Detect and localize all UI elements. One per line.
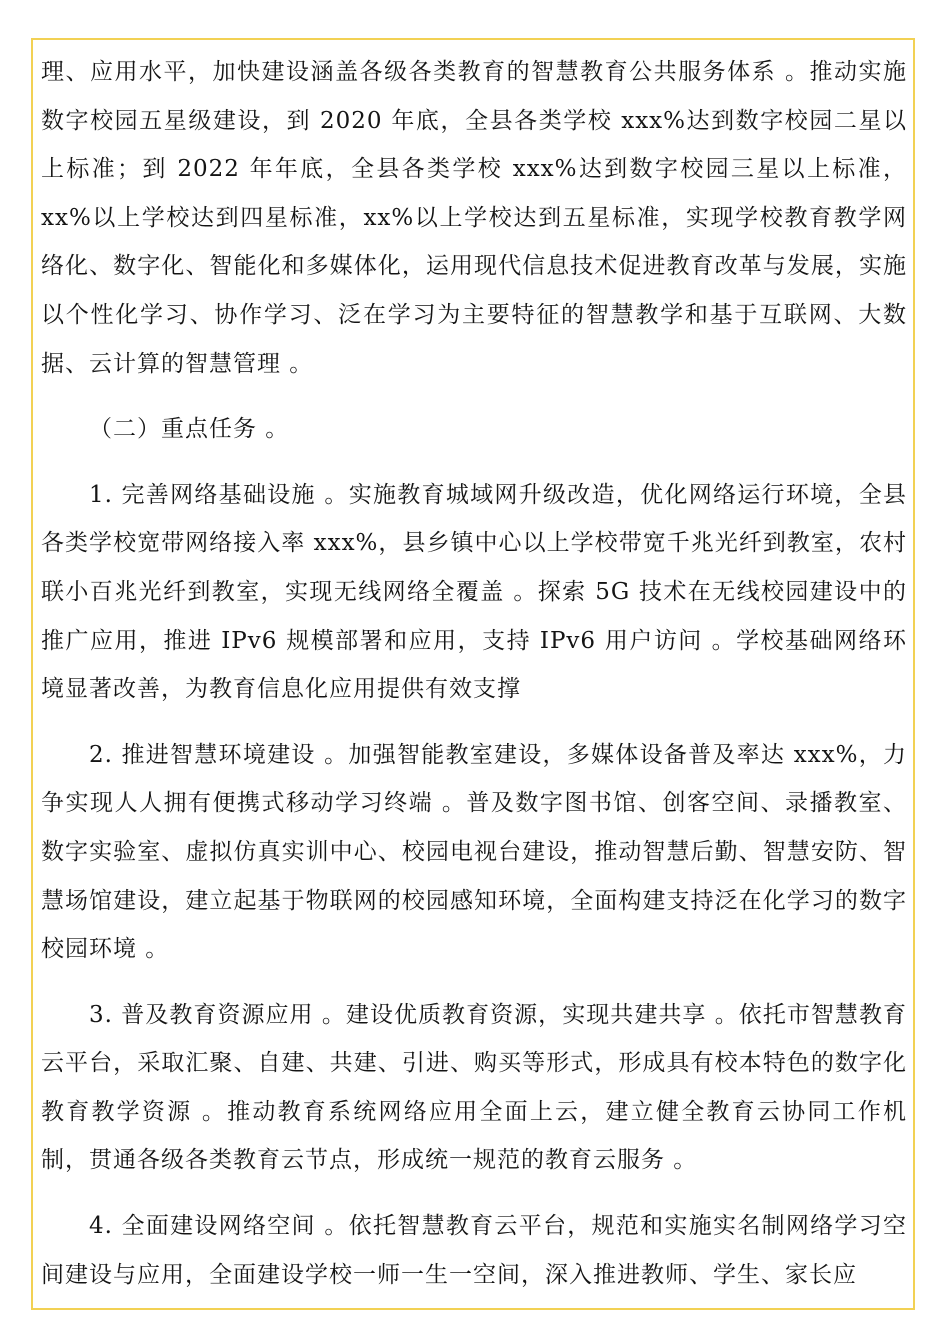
paragraph-continuation: 理、应用水平，加快建设涵盖各级各类教育的智慧教育公共服务体系 。推动实施数字校园五星级建设，到 2020 年底，全县各类学校 xxx%达到数字校园二星以上标准；到 2022 年年底，全县各类学校 xxx%达到数字校园三星以上标准，xx%以上学校达到四星标准，xx%以上学校达到五星标准，实现学校教育教学网络化、数字化、智能化和多媒体化，运用现代信息技术促进教育改革与发展，实施以个性化学习、协作学习、泛在学习为主要特征的智慧教学和基于互联网、大数据、云计算的智慧管理 。 <box>41 59 907 377</box>
document-body <box>41 48 907 1299</box>
section-heading-key-tasks: （二）重点任务 。 <box>89 416 290 443</box>
task-4-network-space: 4. 全面建设网络空间 。依托智慧教育云平台，规范和实施实名制网络学习空间建设与应用，全面建设学校一师一生一空间，深入推进教师、学生、家长应 <box>41 1213 907 1288</box>
task-2-smart-environment: 2. 推进智慧环境建设 。加强智能教室建设，多媒体设备普及率达 xxx%，力争实现人人拥有便携式移动学习终端 。普及数字图书馆、创客空间、录播教室、数字实验室、虚拟仿真实训中心、校园电视台建设，推动智慧后勤、智慧安防、智慧场馆建设，建立起基于物联网的校园感知环境，全面构建支持泛在化学习的数字校园环境 。 <box>41 741 907 963</box>
task-1-network-infrastructure: 1. 完善网络基础设施 。实施教育城域网升级改造，优化网络运行环境，全县各类学校宽带网络接入率 xxx%，县乡镇中心以上学校带宽千兆光纤到教室，农村联小百兆光纤到教室，实现无线网络全覆盖 。探索 5G 技术在无线校园建设中的推广应用，推进 IPv6 规模部署和应用，支持 IPv6 用户访问 。学校基础网络环境显著改善，为教育信息化应用提供有效支撑 <box>41 481 907 703</box>
task-3-education-resources: 3. 普及教育资源应用 。建设优质教育资源，实现共建共享 。依托市智慧教育云平台，采取汇聚、自建、共建、引进、购买等形式，形成具有校本特色的数字化教育教学资源 。推动教育系统网络应用全面上云，建立健全教育云协同工作机制，贯通各级各类教育云节点，形成统一规范的教育云服务 。 <box>41 1001 907 1174</box>
